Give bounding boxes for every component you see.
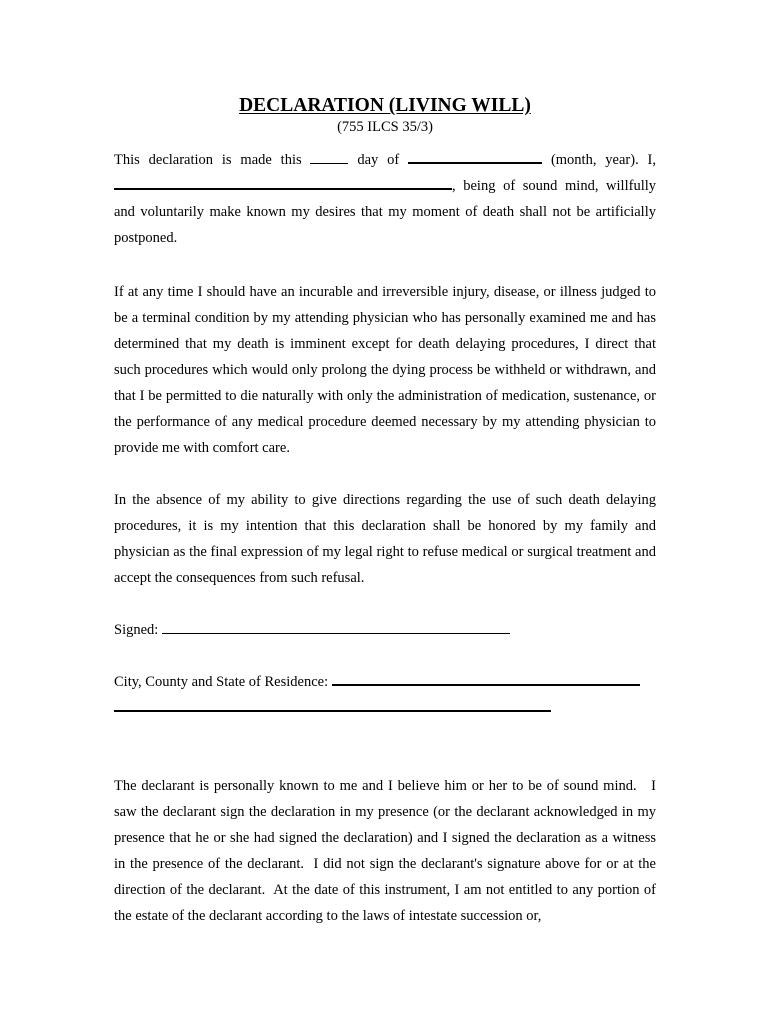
terminal-condition-paragraph: If at any time I should have an incurable and irreversible injury, disease, or illness judged to be a terminal condition by my attending physician who has personally examined me and has determined that my death is imminent except for death delaying procedures, I direct that such procedures which would only prolong the dying process be withheld or withdrawn, and that I be permitted to die naturally with only the administration of medication, sustenance, or the performance of any medical procedure deemed necessary by my attending physician to provide me with comfort care.	[114, 284, 656, 456]
day-blank[interactable]	[310, 149, 348, 164]
intro-text-made: This declaration is made this	[114, 152, 302, 168]
residence-line	[114, 669, 640, 695]
signed-label: Signed:	[114, 622, 159, 638]
residence-blank[interactable]	[332, 670, 640, 686]
residence-blank-2[interactable]	[114, 696, 551, 712]
intro-paragraph	[114, 147, 656, 251]
signature-blank[interactable]	[162, 619, 510, 634]
intro-text-sound-mind: , being of sound mind, willfully and voluntarily make known my desires that my moment of death shall not be artificially postponed.	[114, 178, 656, 246]
residence-label: City, County and State of Residence:	[114, 674, 329, 690]
residence-continuation-line	[114, 695, 551, 721]
absence-paragraph: In the absence of my ability to give directions regarding the use of such death delaying procedures, it is my intention that this declaration shall be honored by my family and physician as the final expression of my legal right to refuse medical or surgical treatment and accept the consequences from such refusal.	[114, 492, 656, 586]
signed-line	[114, 617, 510, 643]
intro-text-day-of: day of	[357, 152, 400, 168]
statute-citation: (755 ILCS 35/3)	[337, 119, 433, 135]
intro-text-month-year: (month, year). I,	[550, 152, 657, 168]
declarant-name-blank[interactable]	[114, 174, 452, 190]
month-year-blank[interactable]	[408, 148, 542, 164]
witness-paragraph: The declarant is personally known to me and I believe him or her to be of sound mind. I saw the declarant sign the declaration in my presence (or the declarant acknowledged in my presence that he or she had signed the declaration) and I signed the declaration as a witness in the presence of the declarant. I did not sign the declarant's signature above for or at the direction of the declarant. At the date of this instrument, I am not entitled to any portion of the estate of the declarant according to the laws of intestate succession or,	[114, 778, 656, 924]
document-title: DECLARATION (LIVING WILL)	[239, 95, 531, 116]
